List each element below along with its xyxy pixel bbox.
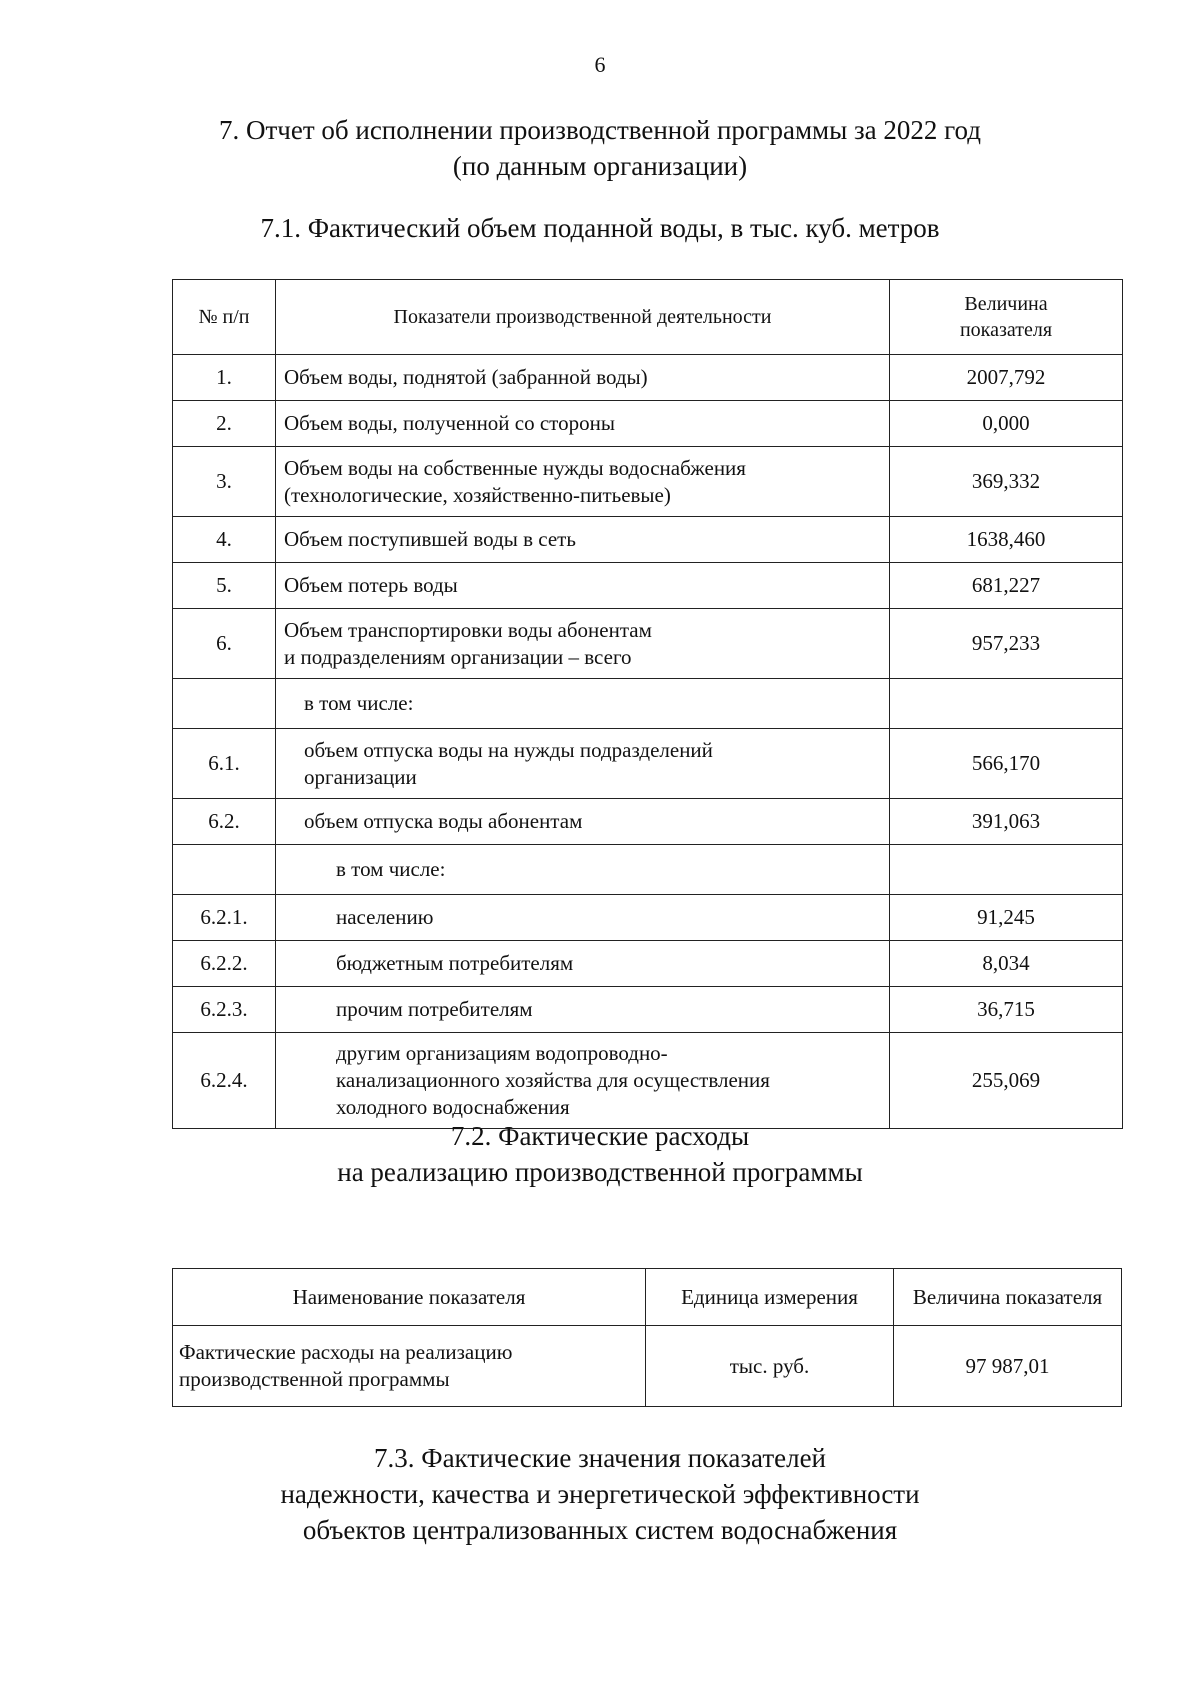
row-indicator-line: канализационного хозяйства для осуществления [336, 1068, 770, 1092]
section-7-title-line2: (по данным организации) [452, 151, 748, 181]
table-row [173, 609, 1123, 679]
row-number: 6.2. [173, 799, 276, 845]
row-number: 3. [173, 447, 276, 517]
row-number: 4. [173, 517, 276, 563]
header-value-line1: Величина [964, 293, 1048, 315]
section-7-1-title: 7.1. Фактический объем поданной воды, в тыс. куб. метров [260, 213, 940, 243]
expense-unit: тыс. руб. [646, 1326, 894, 1407]
header-name: Показатели производственной деятельности [276, 280, 890, 355]
header-value-line2: показателя [959, 319, 1053, 341]
row-indicator-line: (технологические, хозяйственно-питьевые) [284, 482, 671, 507]
row-indicator [276, 895, 890, 941]
row-value: 2007,792 [890, 355, 1123, 401]
row-value: 36,715 [890, 987, 1123, 1033]
row-indicator-line: Объем транспортировки воды абонентам [284, 617, 652, 642]
row-number: 6.2.3. [173, 987, 276, 1033]
row-value: 255,069 [890, 1033, 1123, 1129]
row-indicator [276, 987, 890, 1033]
expense-value: 97 987,01 [894, 1326, 1122, 1407]
row-number: 2. [173, 401, 276, 447]
expense-name-line1: Фактические расходы на реализацию [179, 1340, 513, 1364]
water-volume-table [172, 279, 1123, 1129]
row-indicator [276, 401, 890, 447]
row-number [173, 845, 276, 895]
table-row [173, 729, 1123, 799]
row-value: 369,332 [890, 447, 1123, 517]
page-number: 6 [594, 52, 606, 77]
row-number [173, 679, 276, 729]
section-7-2-title-line2: на реализацию производственной программы [337, 1157, 863, 1187]
expenses-table [172, 1268, 1122, 1407]
table-row [173, 799, 1123, 845]
row-indicator [276, 679, 890, 729]
row-indicator-line: населению [336, 905, 434, 929]
table-row [173, 679, 1123, 729]
table-row [173, 987, 1123, 1033]
section-7-3-title-line2: надежности, качества и энергетической эффективности [280, 1479, 920, 1509]
table-row [173, 401, 1123, 447]
row-indicator-line: другим организациям водопроводно- [336, 1041, 668, 1065]
row-number: 6.2.2. [173, 941, 276, 987]
table-row [173, 517, 1123, 563]
row-number: 6.2.1. [173, 895, 276, 941]
row-number: 6.2.4. [173, 1033, 276, 1129]
water-volume-table-body [173, 355, 1123, 1129]
table-row [173, 355, 1123, 401]
section-7-3-title-line1: 7.3. Фактические значения показателей [373, 1443, 827, 1473]
row-value: 0,000 [890, 401, 1123, 447]
row-indicator-line: Объем воды, поднятой (забранной воды) [284, 365, 648, 389]
section-7-2-title-line1: 7.2. Фактические расходы [450, 1121, 750, 1151]
expenses-table-header [173, 1269, 1122, 1326]
table-row [173, 845, 1123, 895]
row-indicator-line: Объем потерь воды [284, 573, 458, 597]
row-value: 566,170 [890, 729, 1123, 799]
row-indicator-line: объем отпуска воды абонентам [304, 809, 583, 833]
row-indicator [276, 609, 890, 679]
row-indicator [276, 799, 890, 845]
header-indicator-name: Наименование показателя [173, 1269, 646, 1326]
row-number: 6. [173, 609, 276, 679]
header-indicator-value: Величина показателя [894, 1269, 1122, 1326]
row-value: 1638,460 [890, 517, 1123, 563]
row-value: 681,227 [890, 563, 1123, 609]
row-indicator-line: бюджетным потребителям [336, 951, 574, 975]
section-7-2-title [0, 1118, 1200, 1190]
row-indicator-line: в том числе: [304, 691, 414, 715]
row-indicator [276, 355, 890, 401]
section-7-title-line1: 7. Отчет об исполнении производственной программы за 2022 год [218, 115, 982, 145]
row-indicator [276, 941, 890, 987]
expense-name [173, 1326, 646, 1407]
row-value: 8,034 [890, 941, 1123, 987]
table-row [173, 895, 1123, 941]
row-value: 957,233 [890, 609, 1123, 679]
table-row [173, 563, 1123, 609]
section-7-title [0, 112, 1200, 184]
row-value: 391,063 [890, 799, 1123, 845]
row-indicator-line: Объем поступившей воды в сеть [284, 527, 576, 551]
row-indicator [276, 1033, 890, 1129]
section-7-3-title [0, 1440, 1200, 1548]
row-indicator [276, 447, 890, 517]
table-row [173, 447, 1123, 517]
row-indicator-line: и подразделениям организации – всего [284, 644, 632, 669]
row-number: 6.1. [173, 729, 276, 799]
row-indicator-line: в том числе: [336, 857, 446, 881]
table-row [173, 1326, 1122, 1407]
section-7-3-title-line3: объектов централизованных систем водоснабжения [302, 1515, 898, 1545]
row-indicator [276, 517, 890, 563]
row-indicator-line: прочим потребителям [336, 997, 533, 1021]
row-indicator [276, 845, 890, 895]
row-number: 1. [173, 355, 276, 401]
row-value [890, 679, 1123, 729]
row-indicator [276, 729, 890, 799]
row-number: 5. [173, 563, 276, 609]
table-row [173, 1033, 1123, 1129]
water-volume-table-header [173, 280, 1123, 355]
header-value [890, 280, 1123, 355]
table-row [173, 941, 1123, 987]
header-num: № п/п [173, 280, 276, 355]
row-value: 91,245 [890, 895, 1123, 941]
row-indicator [276, 563, 890, 609]
row-indicator-line: холодного водоснабжения [336, 1095, 570, 1119]
expense-name-line2: производственной программы [179, 1367, 450, 1391]
header-unit: Единица измерения [646, 1269, 894, 1326]
row-indicator-line: Объем воды, полученной со стороны [284, 411, 615, 435]
row-indicator-line: организации [304, 764, 417, 789]
row-value [890, 845, 1123, 895]
row-indicator-line: Объем воды на собственные нужды водоснабжения [284, 455, 746, 480]
row-indicator-line: объем отпуска воды на нужды подразделений [304, 737, 713, 762]
